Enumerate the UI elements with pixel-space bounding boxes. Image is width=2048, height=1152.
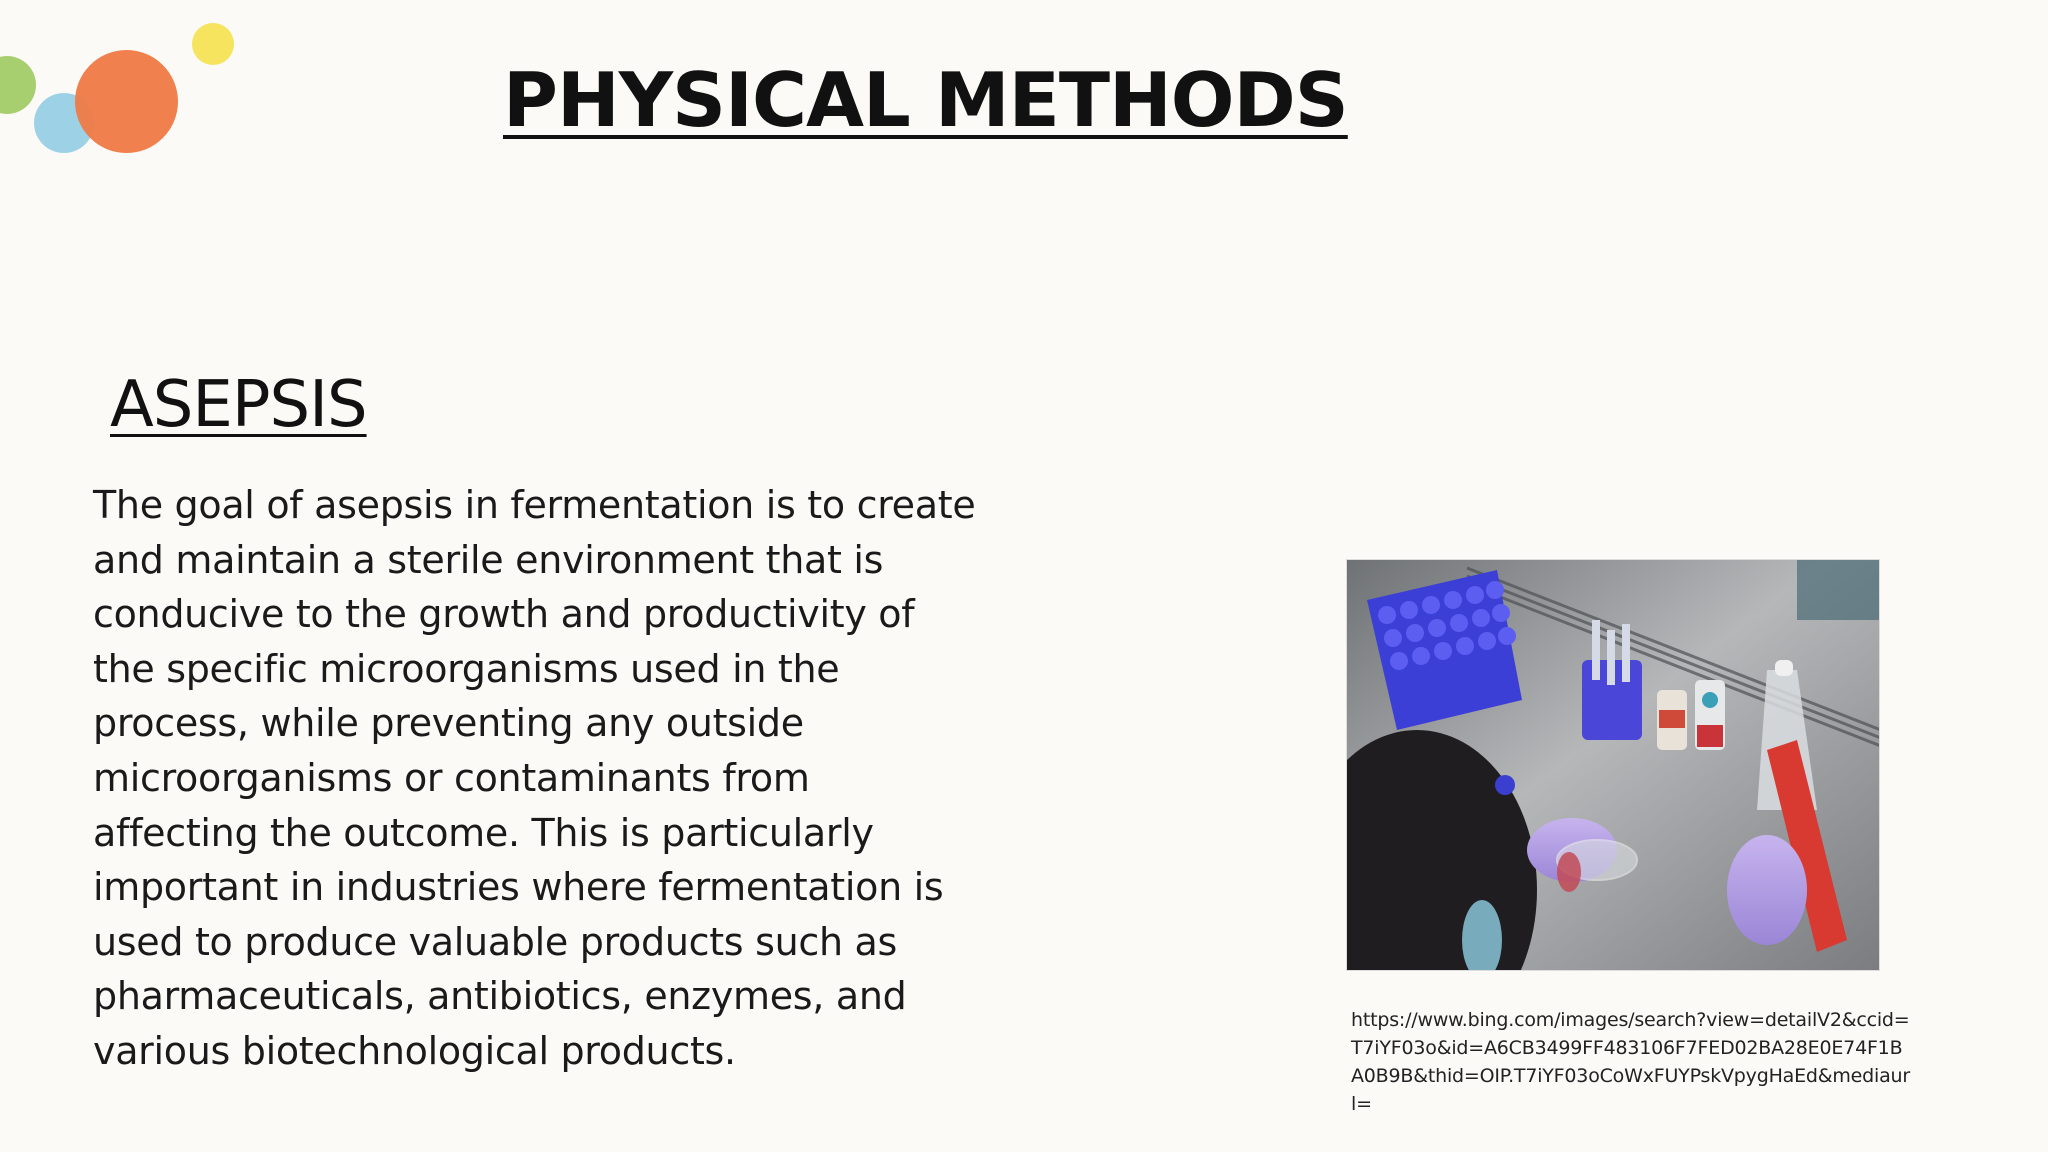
decor-orange-circle: [75, 50, 178, 153]
decor-green-circle: [0, 56, 36, 114]
body-paragraph: The goal of asepsis in fermentation is to create and maintain a sterile environment that is conducive to the growth and productivity of the specific microorganisms used in the process, while preventing any outside microorganisms or contaminants from affecting the outcome. This is particularly important in industries where fermentation is used to produce valuable products such as pharmaceuticals, antibiotics, enzymes, and various biotechnological products.: [93, 483, 976, 1073]
section-heading: ASEPSIS: [110, 368, 367, 442]
lab-photo: [1346, 559, 1880, 971]
slide-title: PHYSICAL METHODS: [503, 56, 1348, 144]
decor-yellow-circle: [192, 23, 234, 65]
image-source-caption: https://www.bing.com/images/search?view=detailV2&ccid=T7iYF03o&id=A6CB3499FF483106F7FED02BA28E0E74F1BA0B9B&thid=OIP.T7iYF03oCoWxFUYPskVpygHaEd&mediaurl=: [1351, 1009, 1911, 1115]
